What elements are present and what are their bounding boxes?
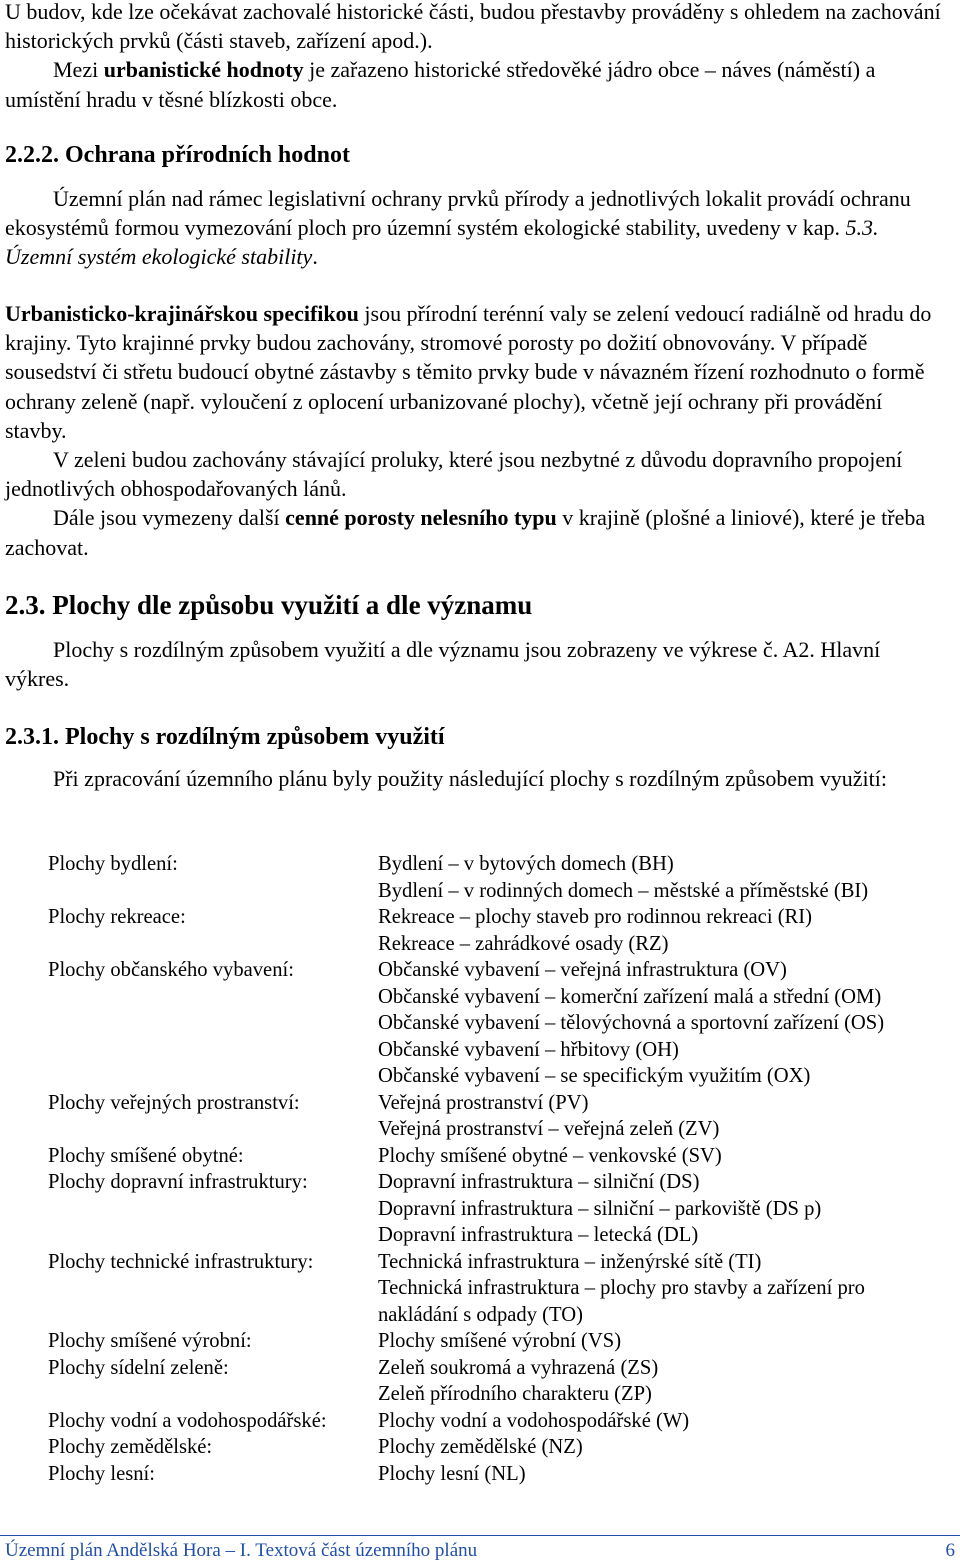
category-item: Plochy zemědělské (NZ) — [378, 1436, 583, 1458]
category-label: Plochy občanského vybavení: — [48, 959, 294, 981]
category-row — [48, 1408, 958, 1435]
category-row — [48, 904, 958, 957]
category-items — [378, 1090, 958, 1143]
category-label: Plochy veřejných prostranství: — [48, 1091, 300, 1114]
category-label: Plochy dopravní infrastruktury: — [48, 1171, 308, 1193]
category-items — [378, 1408, 958, 1435]
landscape-specifics-term: Urbanisticko-krajinářskou specifikou — [5, 301, 359, 326]
category-items — [378, 1143, 958, 1170]
category-item: Občanské vybavení – hřbitovy (OH) — [378, 1038, 679, 1061]
category-label: Plochy rekreace: — [48, 906, 186, 928]
category-item: Veřejná prostranství (PV) — [378, 1091, 589, 1114]
urban-values-term: urbanistické hodnoty — [103, 57, 304, 83]
category-row — [48, 1143, 958, 1170]
category-items — [378, 1249, 958, 1329]
category-row — [48, 1169, 958, 1249]
category-item: Občanské vybavení – se specifickým využitím (OX) — [378, 1065, 811, 1087]
heading-2-2-2: 2.2.2. Ochrana přírodních hodnot — [5, 142, 350, 168]
category-label: Plochy smíšené výrobní: — [48, 1330, 252, 1352]
category-row — [48, 1355, 958, 1408]
category-item: Plochy smíšené obytné – venkovské (SV) — [378, 1144, 722, 1167]
category-item: Bydlení – v bytových domech (BH) — [378, 853, 674, 875]
category-item: Občanské vybavení – veřejná infrastruktura (OV) — [378, 959, 787, 981]
intro-paragraph: U budov, kde lze očekávat zachovalé historické části, budou přestavby prováděny s ohledem na zachování historických prvků (části staveb, zařízení apod.). Mezi urbanistické hodnoty je zařazeno historické středověké jádro obce – náves (náměstí) a umístění hradu v těsné blízkosti obce. — [5, 0, 941, 112]
category-label: Plochy zemědělské: — [48, 1436, 213, 1458]
gaps-text: V zeleni budou zachovány stávající proluky, které jsou nezbytné z důvodu dopravního propojení jednotlivých obhospodařovaných lánů. — [5, 447, 903, 502]
category-item: Dopravní infrastruktura – silniční (DS) — [378, 1171, 700, 1193]
category-item: Občanské vybavení – komerční zařízení malá a střední (OM) — [378, 985, 882, 1008]
category-item: Dopravní infrastruktura – letecká (DL) — [378, 1224, 699, 1246]
category-row — [48, 1434, 958, 1461]
category-item: Občanské vybavení – tělovýchovná a sportovní zařízení (OS) — [378, 1012, 885, 1034]
page-number: 6 — [945, 1540, 955, 1561]
category-item: Plochy lesní (NL) — [378, 1462, 526, 1485]
category-items — [378, 1434, 958, 1461]
category-items — [378, 1169, 958, 1249]
category-item: Plochy vodní a vodohospodářské (W) — [378, 1409, 690, 1432]
category-items — [378, 851, 958, 904]
category-item: Veřejná prostranství – veřejná zeleň (ZV) — [378, 1118, 720, 1140]
heading-2-3: 2.3. Plochy dle způsobu využití a dle významu — [5, 590, 533, 620]
category-row — [48, 1461, 958, 1488]
category-item: Bydlení – v rodinných domech – městské a příměstské (BI) — [378, 879, 869, 902]
category-item: Rekreace – plochy staveb pro rodinnou rekreaci (RI) — [378, 906, 813, 928]
category-row — [48, 1328, 958, 1355]
category-item: Zeleň soukromá a vyhrazená (ZS) — [378, 1356, 659, 1379]
heading-2-3-1: 2.3.1. Plochy s rozdílným způsobem využití — [5, 724, 445, 750]
category-row — [48, 957, 958, 1090]
paragraph-landscape-specifics: Urbanisticko-krajinářskou specifikou jsou přírodní terénní valy se zelení vedoucí radiálně od hradu do krajiny. Tyto krajinné prvky budou zachovány, stromové porosty po dožití obnovovány. V případě sousedství či střetu budoucí obytné zástavby s těmito prvky bude v návazném řízení rozhodnuto o formě ochrany zeleně (např. vyloučení z oplocení urbanizované plochy), včetně její ochrany při provádění stavby. V zeleni budou zachovány stávající proluky, které jsou nezbytné z důvodu dopravního propojení jednotlivých obhospodařovaných lánů. Dále jsou vymezeny další cenné porosty nelesního typu v krajině (plošné a liniové), které je třeba zachovat. — [5, 301, 932, 560]
category-label: Plochy technické infrastruktury: — [48, 1250, 314, 1273]
category-items — [378, 1328, 958, 1355]
paragraph-plochy-intro: Plochy s rozdílným způsobem využití a dle významu jsou zobrazeny ve výkrese č. A2. Hlavní výkres. — [5, 637, 881, 692]
category-label: Plochy lesní: — [48, 1462, 155, 1485]
category-label: Plochy bydlení: — [48, 853, 178, 875]
category-row — [48, 1249, 958, 1329]
category-item: Zeleň přírodního charakteru (ZP) — [378, 1383, 652, 1405]
footer-divider — [0, 1535, 960, 1536]
category-item: Rekreace – zahrádkové osady (RZ) — [378, 932, 669, 955]
chapter-reference: 5.3. Územní systém ekologické stability — [5, 215, 879, 270]
intro-text: U budov, kde lze očekávat zachovalé historické části, budou přestavby prováděny s ohledem na zachování historických prvků (části staveb, zařízení apod.). — [5, 0, 941, 54]
category-item: Plochy smíšené výrobní (VS) — [378, 1330, 622, 1352]
category-items — [378, 1461, 958, 1488]
category-row — [48, 1090, 958, 1143]
page-footer — [5, 1540, 955, 1562]
category-item: Technická infrastruktura – inženýrské sítě (TI) — [378, 1250, 762, 1273]
category-label: Plochy smíšené obytné: — [48, 1144, 244, 1167]
paragraph-nature-protection: Územní plán nad rámec legislativní ochrany prvků přírody a jednotlivých lokalit provádí ochranu ekosystémů formou vymezování ploch pro územní systém ekologické stability, uvedeny v kap. 5.3. Územní systém ekologické stability. — [5, 186, 911, 270]
paragraph-used-plochy: Při zpracování územního plánu byly použity následující plochy s rozdílným způsobem využití: — [53, 766, 887, 791]
category-item: Technická infrastruktura – plochy pro stavby a zařízení pro nakládání s odpady (TO) — [378, 1277, 865, 1326]
category-row — [48, 851, 958, 904]
category-label: Plochy vodní a vodohospodářské: — [48, 1409, 327, 1432]
valuable-stands-term: cenné porosty nelesního typu — [285, 505, 557, 531]
category-items — [378, 1355, 958, 1408]
category-items — [378, 957, 958, 1090]
category-items — [378, 904, 958, 957]
footer-title: Územní plán Andělská Hora – I. Textová část územního plánu — [5, 1540, 478, 1561]
category-label: Plochy sídelní zeleně: — [48, 1356, 229, 1379]
category-item: Dopravní infrastruktura – silniční – parkoviště (DS p) — [378, 1197, 822, 1220]
land-use-category-list — [48, 851, 958, 1487]
